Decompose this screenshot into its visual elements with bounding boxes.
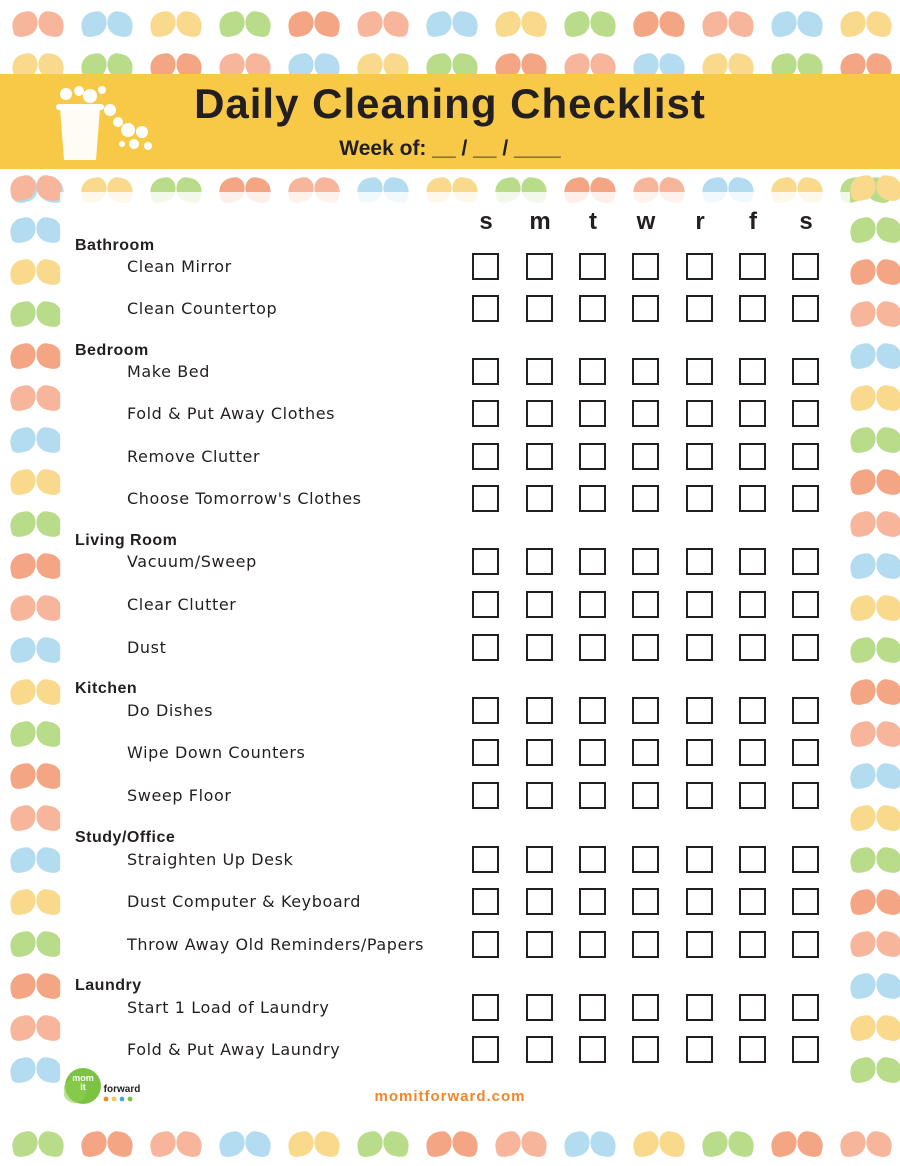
leaf-icon bbox=[150, 12, 202, 38]
day-checkbox-5[interactable] bbox=[739, 295, 766, 322]
leaf-border-top-row-1 bbox=[0, 6, 900, 46]
day-checkbox-4[interactable] bbox=[686, 443, 713, 470]
leaf-icon bbox=[840, 1132, 892, 1158]
day-checkbox-6[interactable] bbox=[792, 295, 819, 322]
task-label: Clean Countertop bbox=[127, 299, 278, 318]
day-checkbox-1[interactable] bbox=[526, 782, 553, 809]
day-checkbox-6[interactable] bbox=[792, 591, 819, 618]
day-checkbox-5[interactable] bbox=[739, 443, 766, 470]
leaf-icon bbox=[850, 302, 900, 328]
day-checkbox-3[interactable] bbox=[632, 697, 659, 724]
day-checkbox-5[interactable] bbox=[739, 253, 766, 280]
leaf-icon bbox=[850, 1058, 900, 1084]
day-checkbox-5[interactable] bbox=[739, 994, 766, 1021]
day-checkbox-6[interactable] bbox=[792, 782, 819, 809]
leaf-icon bbox=[10, 218, 62, 244]
leaf-icon bbox=[81, 12, 133, 38]
leaf-border-left bbox=[6, 170, 66, 1085]
day-checkbox-6[interactable] bbox=[792, 697, 819, 724]
leaf-icon bbox=[850, 344, 900, 370]
task-label: Sweep Floor bbox=[127, 786, 232, 805]
leaf-icon bbox=[850, 176, 900, 202]
leaf-icon bbox=[564, 12, 616, 38]
leaf-icon bbox=[10, 764, 62, 790]
leaf-icon bbox=[10, 512, 62, 538]
day-checkbox-6[interactable] bbox=[792, 739, 819, 766]
day-checkbox-5[interactable] bbox=[739, 548, 766, 575]
day-checkbox-1[interactable] bbox=[526, 697, 553, 724]
day-checkbox-6[interactable] bbox=[792, 443, 819, 470]
leaf-icon bbox=[771, 1132, 823, 1158]
day-header: w bbox=[636, 208, 656, 235]
day-checkbox-5[interactable] bbox=[739, 739, 766, 766]
day-checkbox-2[interactable] bbox=[579, 931, 606, 958]
day-checkbox-6[interactable] bbox=[792, 994, 819, 1021]
day-checkbox-5[interactable] bbox=[739, 888, 766, 915]
leaf-icon bbox=[850, 1016, 900, 1042]
day-checkbox-5[interactable] bbox=[739, 358, 766, 385]
leaf-icon bbox=[850, 428, 900, 454]
day-checkbox-0[interactable] bbox=[472, 634, 499, 661]
day-checkbox-1[interactable] bbox=[526, 931, 553, 958]
day-checkbox-4[interactable] bbox=[686, 994, 713, 1021]
leaf-border-right bbox=[846, 170, 900, 1085]
day-checkbox-6[interactable] bbox=[792, 485, 819, 512]
day-checkbox-3[interactable] bbox=[632, 994, 659, 1021]
day-checkbox-3[interactable] bbox=[632, 400, 659, 427]
day-checkbox-1[interactable] bbox=[526, 485, 553, 512]
day-checkbox-3[interactable] bbox=[632, 1036, 659, 1063]
leaf-icon bbox=[850, 260, 900, 286]
day-checkbox-2[interactable] bbox=[579, 443, 606, 470]
day-checkbox-1[interactable] bbox=[526, 253, 553, 280]
day-checkbox-0[interactable] bbox=[472, 400, 499, 427]
leaf-icon bbox=[10, 848, 62, 874]
day-checkbox-5[interactable] bbox=[739, 931, 766, 958]
logo-word-1: mom bbox=[72, 1073, 94, 1083]
day-checkbox-3[interactable] bbox=[632, 548, 659, 575]
day-checkbox-6[interactable] bbox=[792, 548, 819, 575]
day-checkbox-3[interactable] bbox=[632, 253, 659, 280]
day-checkbox-1[interactable] bbox=[526, 591, 553, 618]
leaf-icon bbox=[850, 638, 900, 664]
day-checkbox-4[interactable] bbox=[686, 697, 713, 724]
leaf-icon bbox=[81, 1132, 133, 1158]
day-checkbox-6[interactable] bbox=[792, 931, 819, 958]
day-checkbox-0[interactable] bbox=[472, 1036, 499, 1063]
day-checkbox-1[interactable] bbox=[526, 358, 553, 385]
leaf-icon bbox=[288, 12, 340, 38]
leaf-icon bbox=[10, 890, 62, 916]
leaf-icon bbox=[771, 12, 823, 38]
category-heading: Study/Office bbox=[75, 829, 176, 846]
leaf-icon bbox=[850, 596, 900, 622]
leaf-icon bbox=[702, 12, 754, 38]
day-checkbox-6[interactable] bbox=[792, 358, 819, 385]
category-heading: Living Room bbox=[75, 532, 178, 549]
day-checkbox-0[interactable] bbox=[472, 253, 499, 280]
leaf-icon bbox=[10, 176, 62, 202]
day-checkbox-1[interactable] bbox=[526, 400, 553, 427]
leaf-icon bbox=[10, 554, 62, 580]
day-checkbox-1[interactable] bbox=[526, 994, 553, 1021]
day-checkbox-2[interactable] bbox=[579, 846, 606, 873]
day-checkbox-0[interactable] bbox=[472, 443, 499, 470]
leaf-icon bbox=[10, 302, 62, 328]
leaf-icon bbox=[10, 344, 62, 370]
day-checkbox-1[interactable] bbox=[526, 634, 553, 661]
task-label: Do Dishes bbox=[127, 701, 214, 720]
day-checkbox-3[interactable] bbox=[632, 443, 659, 470]
day-checkbox-2[interactable] bbox=[579, 358, 606, 385]
day-header: m bbox=[529, 208, 551, 235]
leaf-icon bbox=[850, 764, 900, 790]
leaf-icon bbox=[10, 386, 62, 412]
task-label: Fold & Put Away Clothes bbox=[127, 404, 336, 423]
leaf-icon bbox=[288, 1132, 340, 1158]
category-heading: Laundry bbox=[75, 977, 142, 994]
day-checkbox-0[interactable] bbox=[472, 782, 499, 809]
day-checkbox-6[interactable] bbox=[792, 400, 819, 427]
day-checkbox-3[interactable] bbox=[632, 485, 659, 512]
day-checkbox-6[interactable] bbox=[792, 634, 819, 661]
task-label: Dust bbox=[127, 638, 167, 657]
day-checkbox-1[interactable] bbox=[526, 846, 553, 873]
logo-word-3: forward bbox=[103, 1084, 141, 1095]
leaf-icon bbox=[633, 1132, 685, 1158]
task-label: Dust Computer & Keyboard bbox=[127, 892, 361, 911]
day-checkbox-2[interactable] bbox=[579, 782, 606, 809]
leaf-icon bbox=[10, 722, 62, 748]
category-heading: Kitchen bbox=[75, 680, 138, 697]
day-checkbox-1[interactable] bbox=[526, 888, 553, 915]
day-checkbox-0[interactable] bbox=[472, 295, 499, 322]
week-of-field[interactable]: Week of: __ / __ / ____ bbox=[339, 137, 561, 160]
day-checkbox-5[interactable] bbox=[739, 485, 766, 512]
day-checkbox-6[interactable] bbox=[792, 846, 819, 873]
leaf-icon bbox=[219, 12, 271, 38]
task-label: Remove Clutter bbox=[127, 447, 261, 466]
day-checkbox-4[interactable] bbox=[686, 846, 713, 873]
day-checkbox-4[interactable] bbox=[686, 548, 713, 575]
day-checkbox-5[interactable] bbox=[739, 591, 766, 618]
day-checkbox-0[interactable] bbox=[472, 548, 499, 575]
day-checkbox-2[interactable] bbox=[579, 634, 606, 661]
leaf-icon bbox=[495, 12, 547, 38]
leaf-icon bbox=[357, 1132, 409, 1158]
day-checkbox-4[interactable] bbox=[686, 400, 713, 427]
leaf-icon bbox=[633, 12, 685, 38]
leaf-icon bbox=[219, 1132, 271, 1158]
day-checkbox-6[interactable] bbox=[792, 888, 819, 915]
day-checkbox-4[interactable] bbox=[686, 358, 713, 385]
day-checkbox-6[interactable] bbox=[792, 253, 819, 280]
day-checkbox-2[interactable] bbox=[579, 739, 606, 766]
task-label: Start 1 Load of Laundry bbox=[127, 998, 330, 1017]
day-checkbox-0[interactable] bbox=[472, 485, 499, 512]
task-label: Vacuum/Sweep bbox=[127, 552, 257, 571]
leaf-icon bbox=[564, 1132, 616, 1158]
leaf-icon bbox=[702, 1132, 754, 1158]
day-checkbox-2[interactable] bbox=[579, 697, 606, 724]
day-checkbox-2[interactable] bbox=[579, 1036, 606, 1063]
day-checkbox-3[interactable] bbox=[632, 846, 659, 873]
day-checkbox-4[interactable] bbox=[686, 253, 713, 280]
day-header: f bbox=[749, 208, 757, 235]
leaf-icon bbox=[10, 428, 62, 454]
leaf-icon bbox=[10, 260, 62, 286]
day-checkbox-0[interactable] bbox=[472, 358, 499, 385]
day-checkbox-2[interactable] bbox=[579, 591, 606, 618]
task-label: Choose Tomorrow's Clothes bbox=[127, 489, 362, 508]
leaf-icon bbox=[10, 680, 62, 706]
day-checkbox-5[interactable] bbox=[739, 697, 766, 724]
leaf-icon bbox=[426, 12, 478, 38]
task-label: Fold & Put Away Laundry bbox=[127, 1040, 341, 1059]
day-checkbox-1[interactable] bbox=[526, 739, 553, 766]
day-checkbox-2[interactable] bbox=[579, 548, 606, 575]
leaf-icon bbox=[10, 932, 62, 958]
category-heading: Bathroom bbox=[75, 237, 155, 254]
day-checkbox-4[interactable] bbox=[686, 782, 713, 809]
day-checkbox-0[interactable] bbox=[472, 931, 499, 958]
day-checkbox-0[interactable] bbox=[472, 739, 499, 766]
leaf-icon bbox=[12, 12, 64, 38]
day-checkbox-5[interactable] bbox=[739, 400, 766, 427]
day-checkbox-4[interactable] bbox=[686, 591, 713, 618]
leaf-icon bbox=[10, 638, 62, 664]
website-link[interactable]: momitforward.com bbox=[374, 1088, 526, 1105]
leaf-icon bbox=[850, 806, 900, 832]
leaf-icon bbox=[10, 596, 62, 622]
day-checkbox-0[interactable] bbox=[472, 697, 499, 724]
leaf-icon bbox=[10, 974, 62, 1000]
task-label: Straighten Up Desk bbox=[127, 850, 294, 869]
day-checkbox-2[interactable] bbox=[579, 994, 606, 1021]
day-checkbox-0[interactable] bbox=[472, 888, 499, 915]
day-checkbox-3[interactable] bbox=[632, 888, 659, 915]
page-title: Daily Cleaning Checklist bbox=[194, 80, 706, 127]
day-header: r bbox=[695, 208, 705, 235]
leaf-icon bbox=[150, 1132, 202, 1158]
day-header: s bbox=[479, 208, 493, 235]
task-label: Clean Mirror bbox=[127, 257, 232, 276]
day-checkbox-3[interactable] bbox=[632, 739, 659, 766]
day-checkbox-3[interactable] bbox=[632, 782, 659, 809]
day-checkbox-0[interactable] bbox=[472, 591, 499, 618]
day-checkbox-1[interactable] bbox=[526, 1036, 553, 1063]
leaf-icon bbox=[850, 722, 900, 748]
day-checkbox-4[interactable] bbox=[686, 634, 713, 661]
leaf-icon bbox=[10, 806, 62, 832]
day-checkbox-5[interactable] bbox=[739, 634, 766, 661]
leaf-icon bbox=[850, 974, 900, 1000]
leaf-icon bbox=[840, 12, 892, 38]
task-label: Throw Away Old Reminders/Papers bbox=[127, 935, 425, 954]
leaf-icon bbox=[10, 1058, 62, 1084]
day-checkbox-5[interactable] bbox=[739, 1036, 766, 1063]
day-checkbox-4[interactable] bbox=[686, 888, 713, 915]
logo-word-2: it bbox=[80, 1082, 86, 1092]
leaf-icon bbox=[495, 1132, 547, 1158]
day-checkbox-2[interactable] bbox=[579, 253, 606, 280]
day-checkbox-3[interactable] bbox=[632, 634, 659, 661]
bucket-with-bubbles-icon bbox=[52, 84, 157, 164]
day-header: t bbox=[589, 208, 597, 235]
day-checkbox-1[interactable] bbox=[526, 548, 553, 575]
day-checkbox-4[interactable] bbox=[686, 295, 713, 322]
task-label: Wipe Down Counters bbox=[127, 743, 306, 762]
leaf-icon bbox=[850, 218, 900, 244]
leaf-border-bottom-row bbox=[0, 1126, 900, 1166]
leaf-icon bbox=[850, 470, 900, 496]
leaf-icon bbox=[850, 932, 900, 958]
day-checkbox-5[interactable] bbox=[739, 782, 766, 809]
leaf-icon bbox=[426, 1132, 478, 1158]
leaf-icon bbox=[12, 1132, 64, 1158]
task-label: Clear Clutter bbox=[127, 595, 237, 614]
day-checkbox-2[interactable] bbox=[579, 400, 606, 427]
leaf-icon bbox=[850, 512, 900, 538]
momitforward-logo bbox=[64, 1067, 154, 1107]
day-checkbox-3[interactable] bbox=[632, 591, 659, 618]
day-checkbox-3[interactable] bbox=[632, 295, 659, 322]
day-checkbox-4[interactable] bbox=[686, 739, 713, 766]
leaf-icon bbox=[850, 890, 900, 916]
day-checkbox-3[interactable] bbox=[632, 358, 659, 385]
leaf-icon bbox=[850, 554, 900, 580]
day-checkbox-4[interactable] bbox=[686, 1036, 713, 1063]
day-header: s bbox=[799, 208, 813, 235]
day-checkbox-6[interactable] bbox=[792, 1036, 819, 1063]
day-checkbox-2[interactable] bbox=[579, 888, 606, 915]
day-checkbox-2[interactable] bbox=[579, 295, 606, 322]
leaf-icon bbox=[357, 12, 409, 38]
leaf-icon bbox=[850, 386, 900, 412]
day-checkbox-4[interactable] bbox=[686, 931, 713, 958]
day-checkbox-5[interactable] bbox=[739, 846, 766, 873]
task-label: Make Bed bbox=[127, 362, 211, 381]
day-checkbox-0[interactable] bbox=[472, 994, 499, 1021]
category-heading: Bedroom bbox=[75, 342, 149, 359]
day-checkbox-3[interactable] bbox=[632, 931, 659, 958]
leaf-icon bbox=[850, 848, 900, 874]
day-checkbox-1[interactable] bbox=[526, 443, 553, 470]
day-checkbox-0[interactable] bbox=[472, 846, 499, 873]
leaf-icon bbox=[10, 1016, 62, 1042]
leaf-icon bbox=[850, 680, 900, 706]
day-checkbox-4[interactable] bbox=[686, 485, 713, 512]
day-checkbox-1[interactable] bbox=[526, 295, 553, 322]
leaf-icon bbox=[10, 470, 62, 496]
day-checkbox-2[interactable] bbox=[579, 485, 606, 512]
